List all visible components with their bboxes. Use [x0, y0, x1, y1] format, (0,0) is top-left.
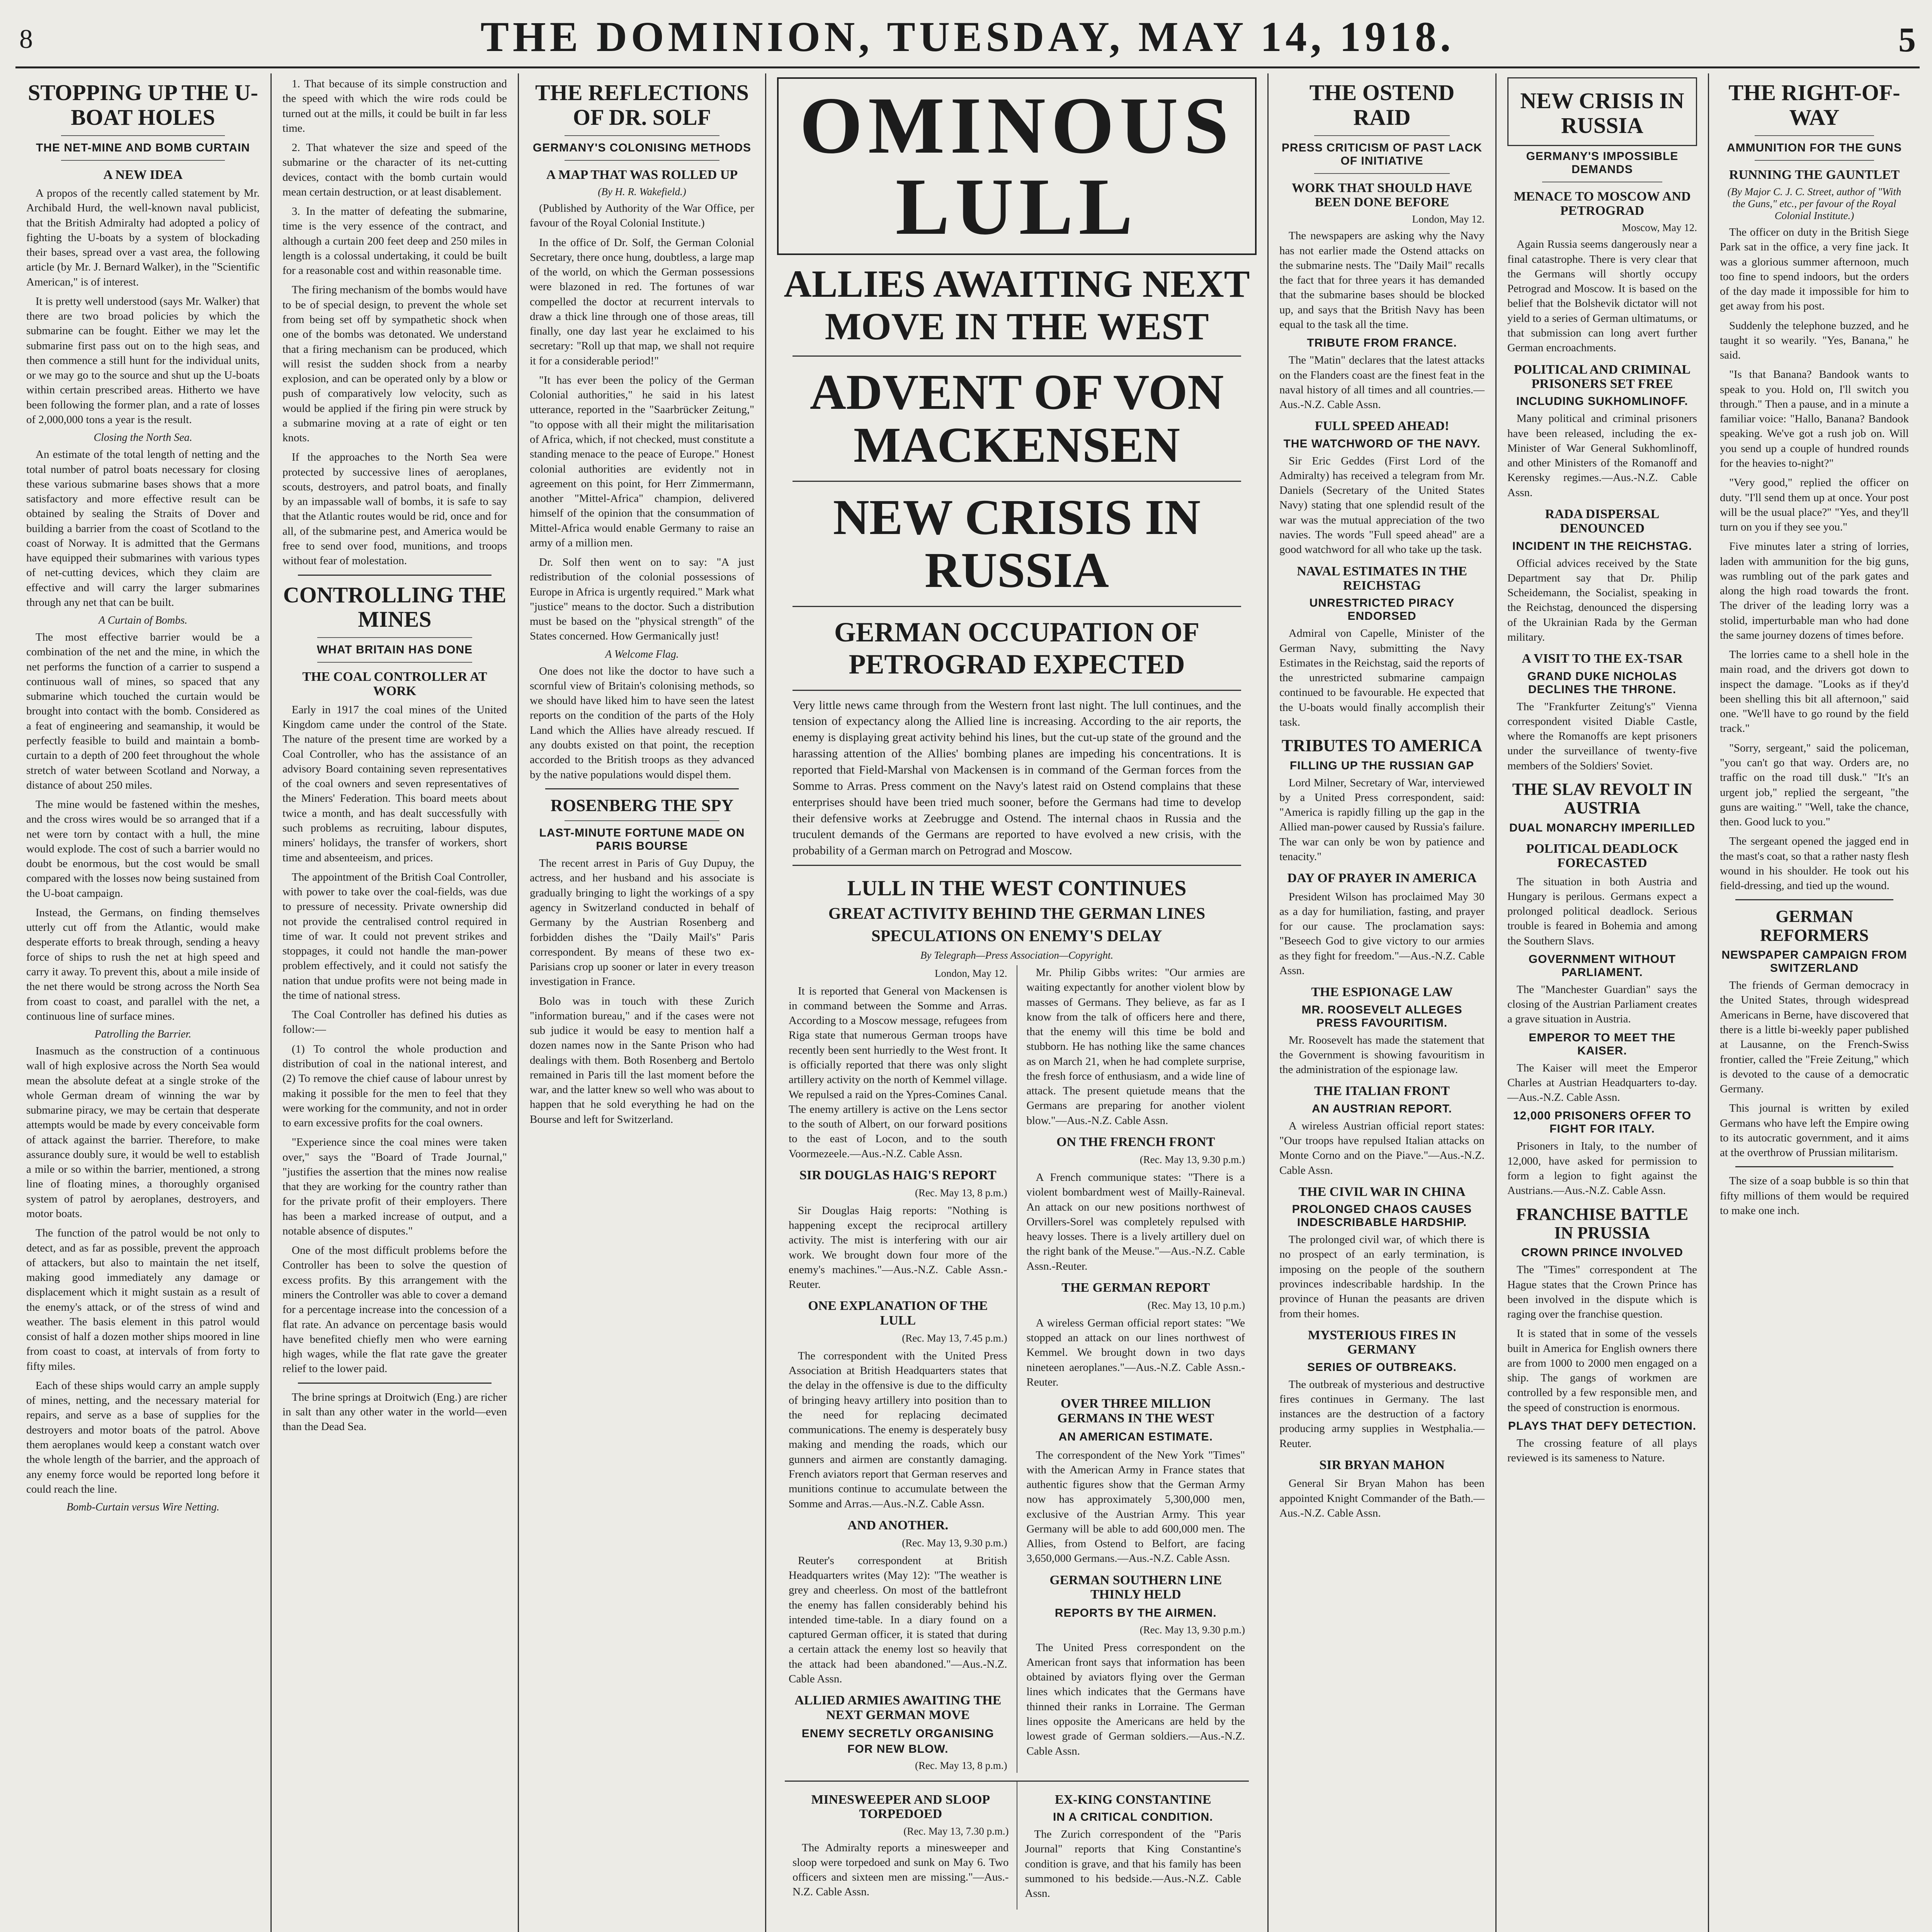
headline-prayer: DAY OF PRAYER IN AMERICA: [1287, 871, 1477, 886]
headline-explanation: ONE EXPLANATION OF THE LULL: [808, 1299, 988, 1328]
article-paragraph: The friends of German democracy in the United States, through widespread Americans in Berne, have discovered that there is a little bi-weekly paper published at Lausanne, on the French-Swiss frontier, called the "Freie Zeitung," which is devoted to the cause of a democratic Germany.: [1720, 979, 1909, 1095]
divider: [317, 662, 472, 663]
kicker-watchword: THE WATCHWORD OF THE NAVY.: [1283, 437, 1481, 450]
kicker-fortune: LAST-MINUTE FORTUNE MADE ON PARIS BOURSE: [539, 827, 745, 853]
article-paragraph: Again Russia seems dangerously near a final catastrophe. There is very clear that the Germans will shortly occupy Petrograd and Moscow. It is based on the belief that the Bolshevik dictator will not yield to a series of German ultimatums, or that submission can long avert further German encroachments.: [1507, 238, 1697, 354]
article-paragraph: The correspondent with the United Press Association at British Headquarters states that the delay in the offensive is due to the difficulty of bringing heavy artillery into position than to the need for replacing decimated communications. The enemy is desperately busy making and mending the roads, which our gunners and airmen are constantly damaging. French aviators report that German reserves and munitions continue to accumulate between the Somme and Arras.—Aus.-N.Z. Cable Assn.: [789, 1349, 1007, 1510]
headline-naval-estimates: NAVAL ESTIMATES IN THE REICHSTAG: [1297, 564, 1467, 593]
divider: [298, 1383, 492, 1384]
article-paragraph: Official advices received by the State Department say that Dr. Philip Scheidemann, the Socialist, speaking in the Reichstag, denounced the dispersing of the Ukrainian Rada by the German military.: [1507, 557, 1697, 643]
headline-dr-solf: THE REFLECTIONS OF DR. SOLF: [535, 80, 749, 130]
kicker-chaos: PROLONGED CHAOS CAUSES INDESCRIBABLE HARDSHIP.: [1292, 1203, 1472, 1229]
headline-ostend: THE OSTEND RAID: [1309, 80, 1455, 130]
article-paragraph: Many political and criminal prisoners have been released, including the ex-Minister of War General Sukhomlinoff, and other Ministers of the Romanoff and Kerensky regimes.—Aus.-N.Z. Cable Assn.: [1507, 412, 1697, 499]
article-paragraph: The "Times" correspondent at The Hague states that the Crown Prince has been involved in the dispute which is raging over the franchise question.: [1507, 1264, 1697, 1321]
article-paragraph: It is stated that in some of the vessels built in America for English owners there are from 1000 to 2000 men engaged on a ship. The gangs of workmen are controlled by a few responsible men, and the speed of construction is enormous.: [1507, 1327, 1697, 1414]
article-paragraph: The Kaiser will meet the Emperor Charles at Austrian Headquarters to-day.—Aus.-N.Z. Cable Assn.: [1507, 1061, 1697, 1104]
kicker-demands: GERMANY'S IMPOSSIBLE DEMANDS: [1526, 150, 1679, 176]
page-number: 5: [1898, 21, 1916, 59]
article-paragraph: President Wilson has proclaimed May 30 as a day for humiliation, fasting, and prayer for our cause. The proclamation says: "Beseech God to give victory to our armies as they fight for freedom."—Aus.-N.Z. Cable Assn.: [1279, 890, 1485, 977]
kicker-american-estimate: AN AMERICAN ESTIMATE.: [1058, 1430, 1213, 1443]
headline-haig: SIR DOUGLAS HAIG'S REPORT: [799, 1168, 997, 1182]
section-heading: Patrolling the Barrier.: [94, 1028, 192, 1041]
crisis-box: [1507, 77, 1697, 146]
article-paragraph: 2. That whatever the size and speed of the submarine or the character of its net-cutting devices, contact with the bomb curtain would mean certain destruction, or at least disablement.: [282, 141, 507, 198]
divider: [61, 160, 225, 161]
dateline: (Rec. May 13, 9.30 p.m.): [1139, 1624, 1245, 1636]
banner-allies-awaiting: ALLIES AWAITING NEXT MOVE IN THE WEST: [784, 262, 1250, 348]
article-paragraph: The outbreak of mysterious and destructive fires continues in Germany. The last instances are the destruction of a factory producing army supplies in Westphalia.—Reuter.: [1279, 1378, 1485, 1450]
kicker-crown-prince: CROWN PRINCE INVOLVED: [1521, 1246, 1683, 1259]
article-paragraph: In the office of Dr. Solf, the German Colonial Secretary, there once hung, doubtless, a large map of the world, on which the German possessions were blazoned in red. The fortunes of war compelled the doctor at recurrent intervals to draw a thick line through one of those areas, till finally, one day last year he exclaimed to his secretary: "Roll up that map, we shall not require it for a considerable period!": [530, 236, 754, 367]
kicker-airmen: REPORTS BY THE AIRMEN.: [1054, 1607, 1217, 1620]
divider: [1755, 135, 1874, 136]
subhead-tribute: TRIBUTE FROM FRANCE.: [1307, 337, 1457, 350]
article-paragraph: The Admiralty reports a minesweeper and sloop were torpedoed and sunk on May 6. Two officers and sixteen men are missing."—Aus.-N.Z. Cable Assn.: [793, 1841, 1009, 1898]
dateline: London, May 12.: [1412, 213, 1485, 225]
kicker-secretly: ENEMY SECRETLY ORGANISING FOR NEW BLOW.: [801, 1727, 994, 1755]
headline-china: THE CIVIL WAR IN CHINA: [1298, 1184, 1466, 1199]
headline-full-speed: FULL SPEED AHEAD!: [1315, 419, 1449, 434]
article-paragraph: "Sorry, sergeant," said the policeman, "you can't go that way. Orders are, no traffic on the road till dusk." "It's an urgent job," replied the sergeant, "the guns are waiting." "Well, take the chance, then. Good luck to you.": [1720, 742, 1909, 828]
divider: [793, 690, 1241, 691]
byline: (By Major C. J. C. Street, author of "With the Guns," etc., per favour of the Royal Colonial Institute.): [1727, 185, 1901, 221]
article-paragraph: The prolonged civil war, of which there is no prospect of an early termination, is imposing on the people of the southern provinces indescribable hardship. In the province of Hunan the peasants are driven from their homes.: [1279, 1233, 1485, 1320]
headline-allied-armies: ALLIED ARMIES AWAITING THE NEXT GERMAN MOVE: [794, 1693, 1002, 1722]
banner-crisis-russia: NEW CRISIS IN RUSSIA: [833, 490, 1201, 598]
kicker-dual-monarchy: DUAL MONARCHY IMPERILLED: [1509, 821, 1696, 834]
headline-right-of-way: THE RIGHT-OF-WAY: [1728, 80, 1900, 130]
headline-french-front: ON THE FRENCH FRONT: [1056, 1134, 1215, 1149]
bottom-split: [785, 1781, 1249, 1910]
minesweeper-story: [785, 1782, 1017, 1910]
headline-slav-revolt: THE SLAV REVOLT IN AUSTRIA: [1512, 779, 1692, 818]
article-paragraph: The Zurich correspondent of the "Paris Journal" reports that King Constantine's condition is grave, and that his family has been summoned to his bedside.—Aus.-N.Z. Cable Assn.: [1025, 1828, 1241, 1900]
main-headline: OMINOUS LULL: [799, 81, 1234, 252]
headline-rosenberg: ROSENBERG THE SPY: [550, 796, 734, 815]
headline-constantine: EX-KING CONSTANTINE: [1054, 1792, 1211, 1807]
dateline: (Rec. May 13, 9.30 p.m.): [1139, 1154, 1245, 1166]
byline: By Telegraph—Press Association—Copyright.: [920, 949, 1114, 961]
section-heading: Bomb-Curtain versus Wire Netting.: [66, 1501, 219, 1514]
headline-italian-front: THE ITALIAN FRONT: [1314, 1084, 1450, 1099]
article-paragraph: The mine would be fastened within the meshes, and the cross wires would be so arranged that if a net were torn by contact with a hull, the mine would explode. The cost of such a barrier would no doubt be enormous, but the cost would be small compared with the losses now being sustained from the U-boat campaign.: [26, 798, 260, 900]
article-paragraph: Each of these ships would carry an ample supply of mines, netting, and the necessary material for repairs, and serve as a base of supplies for the destroyers and motor boats of the patrol. Above them aeroplanes would keep a constant watch over the whole length of the barrier, and the approach of any enemy force would be reported long before it could reach the line.: [26, 1379, 260, 1495]
divider: [1314, 173, 1450, 174]
article-paragraph: If the approaches to the North Sea were protected by successive lines of aeroplanes, scouts, destroyers, and patrol boats, and finally by an impassable wall of bombs, it is safe to say that the Atlantic routes would be rid, once and for all, of the submarine pest, and America would be free to send over food, munitions, and troops without fear of molestation.: [282, 451, 507, 567]
column-7: [1708, 73, 1920, 1932]
article-paragraph: Bolo was in touch with these Zurich "information bureau," and if the cases were not sub judice it would be easy to mention half a dozen names now in the Sante Prison who had dealings with them. Both Rosenberg and Bertolo remained in Paris till the last moment before the war, and the latter knew so well who was about to happen that he sold everything he had on the Bourse and left for Switzerland.: [530, 995, 754, 1126]
article-paragraph: This journal is written by exiled Germans who have left the Empire owing to its autocratic government, and it aims at the overthrow of Prussian militarism.: [1720, 1102, 1909, 1159]
column-2: [270, 73, 518, 1932]
dateline: London, May 12.: [935, 968, 1007, 980]
headline-espionage: THE ESPIONAGE LAW: [1311, 985, 1453, 1000]
article-paragraph: An estimate of the total length of netting and the total number of patrol boats necessary for closing these various submarine bases shows that a more satisfactory and more effective result can be obtained by sealing the Straits of Dover and building a barrier from the coast of Scotland to the coast of Norway. It is admitted that the Germans have equipped their submarines with various types of net-cutting devices, which they claim are effective and will carry the larger submarines through any net that can be built.: [26, 448, 260, 609]
article-paragraph: 1. That because of its simple construction and the speed with which the wire rods could be turned out at the mills, it could be built in far less time.: [282, 78, 507, 134]
divider: [298, 575, 492, 576]
kicker-austrian: AN AUSTRIAN REPORT.: [1312, 1102, 1452, 1115]
kicker-ammunition: AMMUNITION FOR THE GUNS: [1727, 141, 1902, 154]
article-paragraph: The crossing feature of all plays reviewed is its sameness to Nature.: [1507, 1437, 1697, 1464]
kicker-colonising: GERMANY'S COLONISING METHODS: [532, 141, 752, 154]
masthead-title: THE DOMINION, TUESDAY, MAY 14, 1918.: [480, 13, 1455, 60]
article-paragraph: The "Matin" declares that the latest attacks on the Flanders coast are the finest feat in the naval history of all times and all countries.—Aus.-N.Z. Cable Assn.: [1279, 354, 1485, 411]
divider: [317, 637, 472, 638]
headline-prisoners-free: POLITICAL AND CRIMINAL PRISONERS SET FREE: [1514, 362, 1691, 391]
ominous-lull-box: [777, 77, 1257, 255]
article-paragraph: The "Manchester Guardian" says the closing of the Austrian Parliament creates a grave situation in Austria.: [1507, 983, 1697, 1026]
kicker-press: PRESS CRITICISM OF PAST LACK OF INITIATIVE: [1281, 141, 1483, 167]
divider: [793, 355, 1241, 357]
divider: [565, 160, 719, 161]
subhead-12000-prisoners: 12,000 PRISONERS OFFER TO FIGHT FOR ITALY.: [1513, 1109, 1692, 1136]
article-paragraph: Mr. Roosevelt has made the statement that the Government is showing favouritism in the administration of the espionage law.: [1279, 1034, 1485, 1076]
kicker-activity: GREAT ACTIVITY BEHIND THE GERMAN LINES: [828, 905, 1206, 923]
headline-german-report: THE GERMAN REPORT: [1061, 1280, 1210, 1295]
headline-rada: RADA DISPERSAL DENOUNCED: [1545, 507, 1660, 536]
subhead-deadlock: POLITICAL DEADLOCK FORECASTED: [1526, 841, 1679, 871]
article-paragraph: Mr. Philip Gibbs writes: "Our armies are waiting expectantly for another violent blow by masses of Germans. They believe, as far as I know from the talk of officers here and there, that the enemy will this time be bold and stubborn. He has nothing like the same chances as on March 21, when he had complete surprise, the fresh force of enthusiasm, and a wide line of attack. The present quietude means that the Germans are preparing for another violent blow."—Aus.-N.Z. Cable Assn.: [1026, 966, 1245, 1127]
dateline: Moscow, May 12.: [1622, 222, 1697, 234]
column-5: [1267, 73, 1495, 1932]
article-paragraph: The United Press correspondent on the American front says that information has been obtained by aviators flying over the German lines which indicates that the Germans have thinned their ranks in Lorraine. The German lines opposite the Americans are held by the lowest grade of German soldiers.—Aus.-N.Z. Cable Assn.: [1026, 1641, 1245, 1757]
article-paragraph: Early in 1917 the coal mines of the United Kingdom came under the control of the State. The nature of the present time are worked by a Coal Controller, who has the assistance of an advisory Board containing seven representatives of the coal owners and seven representatives of the Miners' Federation. This board meets about twice a month, and has dealt successfully with such problems as recruiting, labour disputes, miners' holidays, the transfer of workers, short time and absenteeism, and prices.: [282, 703, 507, 864]
article-paragraph: The lorries came to a shell hole in the main road, and the drivers got down to inspect the damage. "Looks as if they'd been shelling this bit all afternoon," said one. "We'll have to go round by the field track.": [1720, 648, 1909, 735]
article-paragraph: "Is that Banana? Bandook wants to speak to you. Hold on, I'll switch you through." Then a pause, and in a minute a familiar voice: "Hallo, Banana? Bandook speaking. We've got a rush job on. Will you send up a couple of hundred rounds for the heavies to-night?": [1720, 368, 1909, 469]
subhead-new-idea: A NEW IDEA: [103, 167, 183, 182]
article-paragraph: A wireless German official report states: "We stopped an attack on our lines northwest of Kemmel. We brought down in two days nineteen aeroplanes."—Aus.-N.Z. Cable Assn.-Reuter.: [1026, 1316, 1245, 1388]
column-6: [1495, 73, 1708, 1932]
subhead-work: WORK THAT SHOULD HAVE BEEN DONE BEFORE: [1292, 180, 1472, 209]
article-paragraph: The recent arrest in Paris of Guy Dupuy, the actress, and her husband and his associate is gradually bringing to light the workings of a spy agency in Switzerland conducted in behalf of Germany by the Austrian Rosenberg and forbidden dishes the "Daily Mail's" Paris correspondent. By means of these two ex-Parisians crop up sooner or later in every treason investigation in France.: [530, 857, 754, 988]
banner-petrograd: GERMAN OCCUPATION OF PETROGRAD EXPECTED: [834, 617, 1200, 680]
headline-another: AND ANOTHER.: [847, 1518, 949, 1532]
headline-lull-continues: LULL IN THE WEST CONTINUES: [847, 876, 1187, 901]
masthead-left: 8: [19, 24, 33, 54]
headline-minesweeper: MINESWEEPER AND SLOOP TORPEDOED: [811, 1792, 990, 1821]
article-paragraph: The correspondent of the New York "Times" with the American Army in France states that authentic figures show that the German Army now has approximately 5,300,000 men, exclusive of the Austrian Army. This year Germany will be able to add 600,000 men. The Allies, from Ostend to Belfort, are facing 3,650,000 Germans.—Aus.-N.Z. Cable Assn.: [1026, 1449, 1245, 1565]
article-paragraph: 3. In the matter of defeating the submarine, time is the very essence of the contract, and although a curtain 200 feet deep and 250 miles in length is a colossal undertaking, it could be built for a reasonable cost and within reasonable time.: [282, 205, 507, 277]
article-paragraph: "It has ever been the policy of the German Colonial authorities," he said in his latest utterance, reported in the "Saarbrücker Zeitung," "to oppose with all their might the militarisation of Africa, which, if not checked, must constitute a standing menace to the peace of Europe." Honest colonial authorities are evidently not in agreement on this point, for Herr Zimmermann, another "Mittel-Africa" champion, delivered himself of the opinion that the consummation of Mittel-Africa would enable Germany to raise an army of a million men.: [530, 374, 754, 549]
divider: [1735, 899, 1893, 900]
filler-paragraph: The size of a soap bubble is so thin that fifty millions of them would be required to make one inch.: [1720, 1175, 1909, 1217]
divider: [545, 788, 739, 789]
constantine-story: [1017, 1782, 1249, 1910]
article-paragraph: The sergeant opened the jagged end in the mast's coat, so that a rather nasty flesh wound in his shoulder. He took out his field-dressing, and tied up the wound.: [1720, 835, 1909, 892]
article-paragraph: A French communique states: "There is a violent bombardment west of Mailly-Raineval. An attack on our new positions northwest of Orvillers-Sorel was completely repulsed with heavy losses. There is a lively artillery duel on the right bank of the Meuse."—Aus.-N.Z. Cable Assn.-Reuter.: [1026, 1171, 1245, 1272]
article-paragraph: The firing mechanism of the bombs would have to be of special design, to prevent the whole set from being set off by sympathetic shock when one of the bombs was detonated. We understand that a firing mechanism can be produced, which will resist the sudden shock from a nearby explosion, and can be operated only by a blow or push of comparatively low velocity, such as would be applied if the firing pin were struck by a submarine moving at a rate of eight or ten knots.: [282, 284, 507, 444]
subhead-map: A MAP THAT WAS ROLLED UP: [546, 167, 738, 182]
subhead-coal-controller: THE COAL CONTROLLER AT WORK: [302, 670, 487, 699]
divider: [61, 135, 225, 136]
article-paragraph: The function of the patrol would be not only to detect, and as far as possible, prevent the approach of attackers, but also to maintain the net itself, making good immediately any damage or displacement which it might sustain as a result of the enemy's attack, or of the stress of wind and weather. The basis element in this patrol would consist of half a dozen mother ships moored in line from coast to coast, at intervals of from forty to fifty miles.: [26, 1227, 260, 1372]
article-paragraph: The "Frankfurter Zeitung's" Vienna correspondent visited Diable Castle, where the Romanoffs are kept prisoners under the surveillance of twenty-five members of the Soldiers' Soviet.: [1507, 700, 1697, 772]
article-paragraph: The officer on duty in the British Siege Park sat in the office, a very fine jack. It was a glorious summer afternoon, much too fine to spend indoors, but the orders of the day made it impossible for him to get away from his post.: [1720, 226, 1909, 313]
banner-mackensen: ADVENT OF VON MACKENSEN: [810, 364, 1224, 473]
headline-franchise: FRANCHISE BATTLE IN PRUSSIA: [1516, 1204, 1689, 1242]
article-paragraph: Inasmuch as the construction of a continuous wall of high explosive across the North Sea would mean the absolute defeat at a single stroke of the whole German dream of winning the war by submarine piracy, we may be certain that desperate attempts would be made by every conceivable form of attack against the barrier. Therefore, to make assurance doubly sure, it would be well to establish a mile or so within the barrier, mentioned, a strong line of floating mines, a thoroughly organised system of patrol by aeroplanes, destroyers, and motor boats.: [26, 1045, 260, 1220]
article-paragraph: Sir Douglas Haig reports: "Nothing is happening except the reciprocal artillery activity. The mist is interfering with our air work. We brought down four more of the enemy's machines."—Aus.-N.Z. Cable Assn.-Reuter.: [789, 1204, 1007, 1291]
subhead-gauntlet: RUNNING THE GAUNTLET: [1729, 167, 1900, 182]
article-paragraph: (1) To control the whole production and distribution of coal in the national interest, and (2) To remove the chief cause of labour unrest by making it possible for the men to feel that they were working for the community, and not in order to earn excessive profits for the coal owners.: [282, 1043, 507, 1129]
article-paragraph: One of the most difficult problems before the Controller has been to solve the question of excess profits. By this arrangement with the miners the Controller was able to cover a demand for a percentage increase into the concession of a flat rate. An advance on percentage basis would have benefited chiefly men who were earning high wages, while the flat rate gave the greater relief to the lower paid.: [282, 1244, 507, 1375]
masthead: [15, 9, 1920, 68]
article-paragraph: Reuter's correspondent at British Headquarters writes (May 12): "The weather is grey and cheerless. On most of the battlefront the enemy has fallen considerably behind his intended time-table. In a diary found on a captured German officer, it is stated that during a certain attack the enemy lost so heavily that the attack had been abandoned."—Aus.-N.Z. Cable Assn.: [789, 1554, 1007, 1685]
kicker-reichstag: INCIDENT IN THE REICHSTAG.: [1512, 539, 1692, 553]
article-paragraph: General Sir Bryan Mahon has been appointed Knight Commander of the Bath.—Aus.-N.Z. Cable Assn.: [1279, 1477, 1485, 1519]
kicker-piracy: UNRESTRICTED PIRACY ENDORSED: [1309, 597, 1455, 623]
divider: [565, 135, 719, 136]
column-3: [518, 73, 765, 1932]
article-paragraph: A wireless Austrian official report states: "Our troops have repulsed Italian attacks on Monte Corno and on the Piave."—Aus.-N.Z. Cable Assn.: [1279, 1119, 1485, 1177]
section-heading: Closing the North Sea.: [94, 432, 192, 444]
divider: [565, 820, 719, 821]
article-paragraph: The appointment of the British Coal Controller, with power to take over the coal-fields, was due to pressure of necessity. Private ownership did not provide the centralised control required in time of war. It could not prevent strikes and stoppages, it could not handle the man-power problem effectively, and it could not satisfy the nation that undue profits were not being made in the time of national stress.: [282, 871, 507, 1002]
section-heading: A Curtain of Bombs.: [99, 614, 187, 627]
subhead-menace: MENACE TO MOSCOW AND PETROGRAD: [1514, 189, 1691, 218]
divider: [1755, 160, 1874, 161]
article-paragraph: The Coal Controller has defined his duties as follow:—: [282, 1009, 507, 1036]
kicker-critical: IN A CRITICAL CONDITION.: [1053, 1811, 1213, 1824]
article-paragraph: The situation in both Austria and Hungary is perilous. Germans expect a prolonged political deadlock. Serious trouble is feared in Bohemia and among the Southern Slavs.: [1507, 875, 1697, 947]
divider: [1735, 1166, 1893, 1167]
article-paragraph: One does not like the doctor to have such a scornful view of Britain's colonising methods, so we should have liked him to have seen the latest reports on the condition of the parts of the Holy Land which the Allies have already rescued. If any doubts existed on that point, the reception accorded to the British troops as they advanced by the native populations would dispel them.: [530, 665, 754, 781]
dateline: (Rec. May 13, 8 p.m.): [915, 1187, 1007, 1199]
divider: [1314, 135, 1450, 136]
article-paragraph: Sir Eric Geddes (First Lord of the Admiralty) has received a telegram from Mr. Daniels (Secretary of the United States Navy) stating that one splendid result of the war was the mutual appreciation of the two navies. The words "Full speed ahead" are a good watchword for all who take up the task.: [1279, 454, 1485, 556]
article-paragraph: Lord Milner, Secretary of War, interviewed by a United Press correspondent, said: "America is rapidly filling up the gap in the Allied man-power caused by Russia's failure. The war can only be won by patience and tenacity.": [1279, 776, 1485, 863]
headline-tributes-america: TRIBUTES TO AMERICA: [1281, 736, 1483, 755]
article-paragraph: Suddenly the telephone buzzed, and he taught it so wearily. "Yes, Banana," he said.: [1720, 319, 1909, 362]
article-paragraph: "Very good," replied the officer on duty. "I'll send them up at once. Your post will be the usual place?" "Yes, and they'll turn on you if they see you.": [1720, 476, 1909, 534]
divider: [793, 481, 1241, 482]
article-paragraph: It is pretty well understood (says Mr. Walker) that there are two broad policies by which the submarine can be fought. Either we may let the submarine first pass out on to the high seas, and then commence a still hunt for the individual units, or we may go to the source and shut up the U-boats within certain prescribed areas. Hitherto we have been following the former plan, and a rate of losses of 2,000,000 tons a year is the result.: [26, 295, 260, 426]
kicker-sukhomlinoff: INCLUDING SUKHOMLINOFF.: [1516, 395, 1688, 408]
two-column-body: [789, 965, 1245, 1773]
headline-three-million: OVER THREE MILLION GERMANS IN THE WEST: [1057, 1396, 1214, 1425]
headline-new-crisis: NEW CRISIS IN RUSSIA: [1520, 88, 1684, 138]
headline-mahon: SIR BRYAN MAHON: [1319, 1458, 1445, 1472]
article-paragraph: It is reported that General von Mackensen is in command between the Somme and Arras. According to a Moscow message, refugees from Riga state that numerous German troops have recently been sent hurriedly to the West front. It is officially reported that there was only slight artillery activity on the north of Kemmel village. We repulsed a raid on the Ypres-Comines Canal. The enemy artillery is active on the Lens sector to the south of Albert, on our forward positions to the east of Locon, and to the south Voormezeele.—Aus.-N.Z. Cable Assn.: [789, 985, 1007, 1160]
article-paragraph: Instead, the Germans, on finding themselves utterly cut off from the Atlantic, would make desperate efforts to break through, sending a heavy force of ships to rush the net at high speed and carry it away. To prevent this, about a mile inside of the net there would be strong across the North Sea from coast to coast, and parallel with the net, a continuous line of surface mines.: [26, 906, 260, 1022]
kicker-russian-gap: FILLING UP THE RUSSIAN GAP: [1289, 759, 1475, 772]
kicker-grand-duke: GRAND DUKE NICHOLAS DECLINES THE THRONE.: [1527, 670, 1677, 696]
lead-paragraph: Very little news came through from the Western front last night. The lull continues, and the tension of expectancy along the Allied line is increasing. According to the air reports, the enemy is displaying great activity behind his lines, but the cut-up state of the ground and the harassing attention of the Allies' bombing planes are impeding his concentrations. It is reported that Field-Marshal von Mackensen is in command of the German forces from the Somme to Arras. Press comment on the Navy's latest raid on Ostend complains that these enterprises should have been tried much sooner, before the Germans had time to develop their defensive works at Zeebrugge and Ostend. The internal chaos in Russia and the truculent demands of the Germans are reported to have evolved a new crisis, with the probability of a German march on Petrograd and Moscow.: [793, 698, 1241, 857]
main-feature: [765, 73, 1267, 1932]
kicker-speculations: SPECULATIONS ON ENEMY'S DELAY: [871, 927, 1162, 946]
subhead-emperor: EMPEROR TO MEET THE KAISER.: [1529, 1031, 1676, 1057]
headline-ex-tsar: A VISIT TO THE EX-TSAR: [1522, 651, 1683, 666]
article-paragraph: The newspapers are asking why the Navy has not earlier made the Ostend attacks on the submarine nests. The "Daily Mail" recalls the fact that for three years it has demanded that the submarine bases should be blocked up, and says that the British Navy has been equal to the task all the time.: [1279, 230, 1485, 331]
article-paragraph: "Experience since the coal mines were taken over," says the "Board of Trade Journal," "justifies the assertion that the mines now realise that they are working for the country rather than for the private profit of their employers. There has been a marked increase of output, and a notable absence of disputes.": [282, 1136, 507, 1237]
article-paragraph: Prisoners in Italy, to the number of 12,000, have asked for permission to form a legion to fight against the Austrians.—Aus.-N.Z. Cable Assn.: [1507, 1140, 1697, 1197]
article-paragraph: Five minutes later a string of lorries, laden with ammunition for the big guns, was rumbling out of the park gates and along the high road towards the front. The driver of the leading lorry was a stolid, imperturbable man who had done the same journey dozens of times before.: [1720, 540, 1909, 641]
headline-fires: MYSTERIOUS FIRES IN GERMANY: [1308, 1328, 1456, 1357]
dateline: (Rec. May 13, 7.30 p.m.): [903, 1825, 1009, 1837]
article-paragraph: A propos of the recently called statement by Mr. Archibald Hurd, the well-known naval publicist, that the British Admiralty had adopted a policy of fighting the U-boats by a system of blockading their bases, spread over a vast area, the following article (by Mr. J. Bernard Walker), in the "Scientific American," is of interest.: [26, 187, 260, 288]
headline-uboat: STOPPING UP THE U-BOAT HOLES: [28, 80, 258, 130]
headline-controlling-mines: CONTROLLING THE MINES: [283, 582, 507, 632]
headline-southern-line: GERMAN SOUTHERN LINE THINLY HELD: [1049, 1573, 1222, 1602]
filler-paragraph: The brine springs at Droitwich (Eng.) are richer in salt than any other water in the world—even than the Dead Sea.: [282, 1391, 507, 1433]
kicker-roosevelt: MR. ROOSEVELT ALLEGES PRESS FAVOURITISM.: [1301, 1003, 1463, 1029]
kicker-outbreaks: SERIES OF OUTBREAKS.: [1307, 1361, 1457, 1374]
dateline: (Rec. May 13, 10 p.m.): [1148, 1299, 1245, 1311]
kicker-net-mine: THE NET-MINE AND BOMB CURTAIN: [36, 141, 250, 154]
article-paragraph: The most effective barrier would be a combination of the net and the mine, in which the net performs the function of a carrier to suspend a continuous wall of mines, so spaced that any submarine which touched the curtain would be brought into contact with the bomb. Considered as a feat of engineering and seamanship, it would be perfectly feasible to build and maintain a bomb-curtain to a depth of 200 feet throughout the whole stretch of water between Scotland and Norway, a distance of about 250 miles.: [26, 631, 260, 791]
article-paragraph: Dr. Solf then went on to say: "A just redistribution of the colonial possessions of Europe in Africa is urgently required." Mark what "justice" means to the doctor. Such a distribution must be based on the "physical strength" of the States concerned. How Germanically just!: [530, 556, 754, 643]
dateline: (Rec. May 13, 7.45 p.m.): [902, 1332, 1007, 1344]
section-heading: A Welcome Flag.: [605, 648, 679, 660]
byline: (By H. R. Wakefield.): [598, 185, 686, 197]
subhead-government: GOVERNMENT WITHOUT PARLIAMENT.: [1528, 952, 1676, 979]
kicker-newspaper-campaign: NEWSPAPER CAMPAIGN FROM SWITZERLAND: [1721, 949, 1907, 975]
divider: [793, 606, 1241, 607]
dateline: (Rec. May 13, 9.30 p.m.): [902, 1537, 1007, 1549]
headline-german-reformers: GERMAN REFORMERS: [1760, 907, 1869, 945]
subhead-plays: PLAYS THAT DEFY DETECTION.: [1508, 1419, 1697, 1432]
kicker-britain: WHAT BRITAIN HAS DONE: [316, 643, 473, 656]
dateline: (Rec. May 13, 8 p.m.): [915, 1760, 1007, 1772]
article-paragraph: Admiral von Capelle, Minister of the German Navy, submitting the Navy Estimates in the Reichstag, said the reports of the unrestricted submarine campaign continued to be favourable. He expected that the U-boats would finally accomplish their task.: [1279, 627, 1485, 728]
article-paragraph: (Published by Authority of the War Office, per favour of the Royal Colonial Institute.): [530, 202, 754, 230]
divider: [793, 865, 1241, 866]
column-1: [15, 73, 270, 1932]
